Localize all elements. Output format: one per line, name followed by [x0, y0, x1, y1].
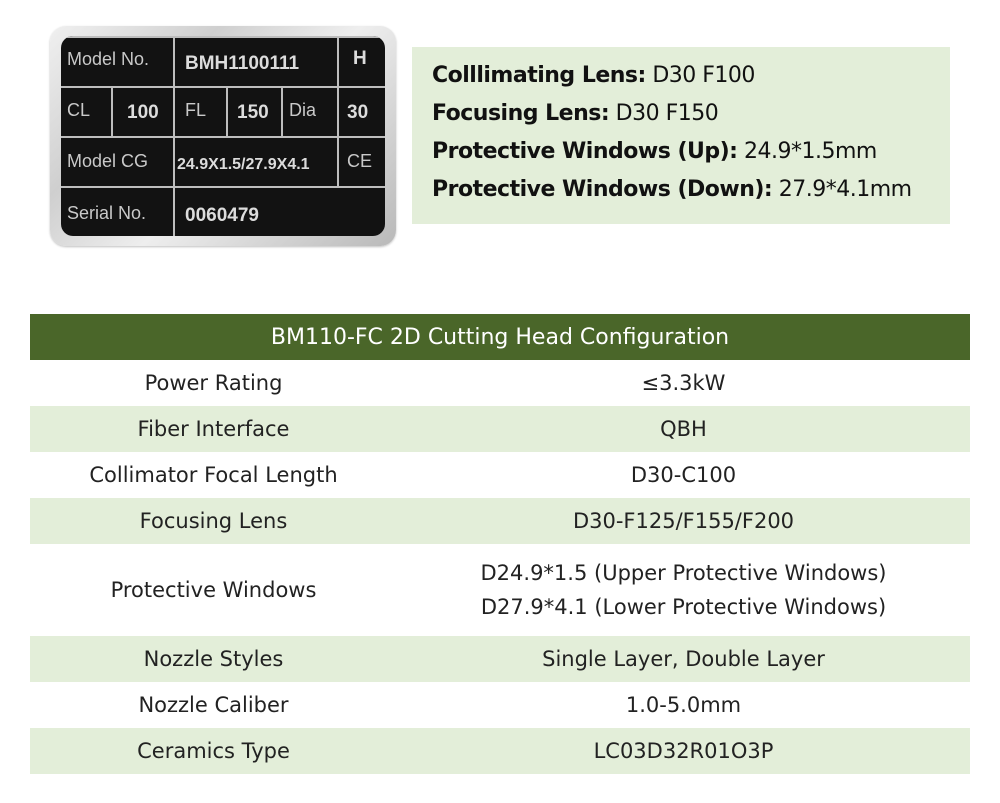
table-row [30, 682, 970, 728]
model-cg-value: 24.9X1.5/27.9X4.1 [177, 156, 310, 173]
configuration-table [30, 314, 970, 774]
table-row [30, 360, 970, 406]
table-row [30, 728, 970, 774]
grid-line [337, 36, 339, 186]
row-label: Nozzle Styles [143, 647, 284, 671]
info-label: Protective Windows (Up): [432, 139, 738, 164]
grid-line [61, 186, 385, 188]
row-value: ≤3.3kW [641, 371, 726, 395]
row-label: Nozzle Caliber [138, 693, 289, 717]
dia-label: Dia [289, 100, 317, 120]
row-value: LC03D32R01O3P [593, 739, 774, 763]
table-row [30, 406, 970, 452]
model-no-value: BMH1100111 [185, 53, 300, 74]
dia-value: 30 [347, 102, 369, 123]
info-value: 27.9*4.1mm [778, 177, 912, 202]
table-row [30, 636, 970, 682]
fl-label: FL [185, 100, 207, 120]
info-label: Protective Windows (Down): [432, 177, 773, 202]
lens-info-panel [412, 47, 950, 224]
row-label: Collimator Focal Length [89, 463, 338, 487]
row-label: Protective Windows [110, 578, 317, 602]
row-label: Ceramics Type [137, 739, 290, 763]
grid-line [111, 86, 113, 136]
serial-value: 0060479 [185, 205, 259, 226]
nameplate-face [61, 36, 385, 236]
fl-value: 150 [237, 102, 269, 123]
info-value: D30 F150 [615, 101, 719, 126]
row-label: Fiber Interface [137, 417, 290, 441]
grid-line [226, 86, 228, 136]
row-value [397, 556, 970, 624]
info-label: Colllimating Lens: [432, 63, 646, 88]
row-value: Single Layer, Double Layer [542, 647, 825, 671]
serial-label: Serial No. [67, 203, 147, 223]
table-row [30, 452, 970, 498]
grid-line [173, 36, 175, 236]
row-value-line: D24.9*1.5 (Upper Protective Windows) [480, 561, 887, 585]
info-value: 24.9*1.5mm [743, 139, 877, 164]
row-label: Focusing Lens [139, 509, 288, 533]
cl-value: 100 [127, 102, 159, 123]
row-value: D30-C100 [630, 463, 737, 487]
model-no-label: Model No. [67, 49, 150, 69]
info-value: D30 F100 [652, 63, 755, 88]
info-line [432, 63, 755, 88]
ce-mark: CE [347, 151, 373, 171]
info-line [432, 101, 718, 126]
table-title: BM110-FC 2D Cutting Head Configuration [30, 314, 970, 360]
model-cg-label: Model CG [67, 151, 149, 171]
h-mark: H [353, 48, 367, 69]
cl-label: CL [67, 100, 91, 120]
nameplate-image [50, 26, 396, 246]
info-line [432, 177, 912, 202]
row-value: 1.0-5.0mm [625, 693, 742, 717]
info-line [432, 139, 877, 164]
row-label: Power Rating [144, 371, 283, 395]
table-row [30, 498, 970, 544]
row-value: QBH [660, 417, 707, 441]
table-row [30, 544, 970, 636]
row-value-line: D27.9*4.1 (Lower Protective Windows) [480, 595, 887, 619]
grid-line [281, 86, 283, 136]
info-label: Focusing Lens: [432, 101, 610, 126]
row-value: D30-F125/F155/F200 [572, 509, 795, 533]
